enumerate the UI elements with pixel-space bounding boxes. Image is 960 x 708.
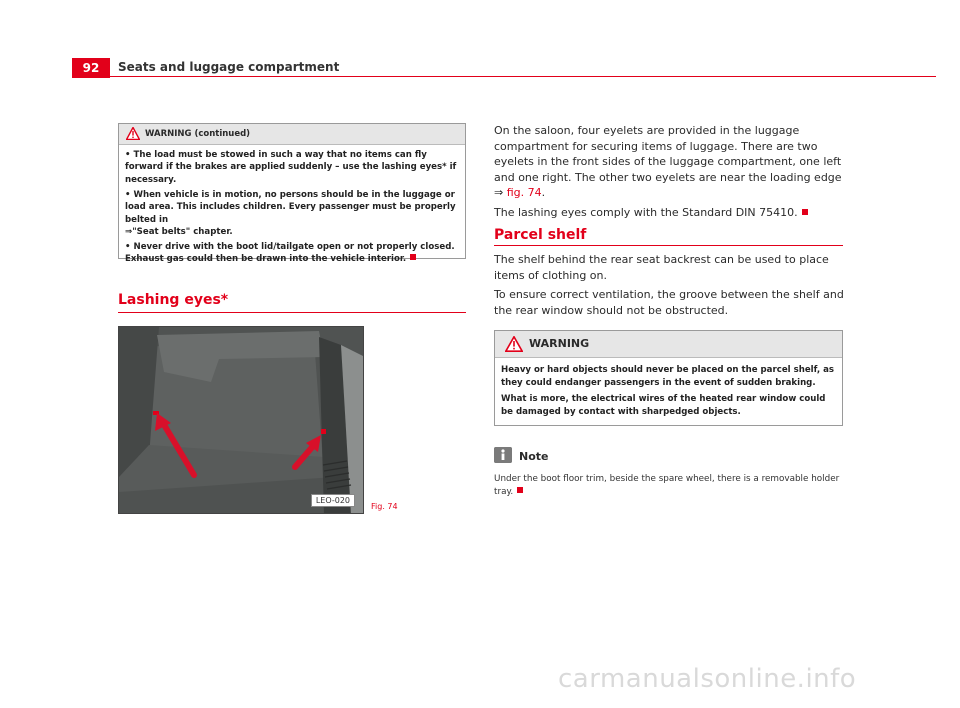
figure-caption: Fig. 74: [371, 502, 398, 511]
page-header-title: Seats and luggage compartment: [118, 60, 340, 74]
note-icon: [494, 447, 512, 463]
warning-continued-title: WARNING (continued): [145, 129, 251, 139]
parcel-shelf-title: Parcel shelf: [494, 227, 587, 243]
note-text: Under the boot floor trim, beside the spare wheel, there is a removable holder tray.: [494, 474, 840, 497]
warning-continued-header: [119, 124, 465, 145]
warning-box: [494, 330, 843, 426]
warning-title: WARNING: [529, 337, 590, 350]
warning-bullet-2: • When vehicle is in motion, no persons should be in the luggage or load area. This includes children. Every passenger must be properly belted in ⇒"Seat belts" chapter.: [125, 189, 456, 237]
parcel-shelf-rule: [494, 245, 843, 246]
warning-bullet-3: • Never drive with the boot lid/tailgate open or not properly closed. Exhaust gas could then be drawn into the vehicle interior.: [125, 241, 455, 265]
header-rule-accent: [72, 76, 110, 78]
figure-code-label: LEO-020: [311, 494, 355, 507]
parcel-paragraph-1: The shelf behind the rear seat backrest can be used to place items of clothing on.: [494, 253, 829, 282]
right-column-intro: [494, 123, 844, 224]
fig-74-link[interactable]: fig. 74: [506, 186, 542, 199]
page-number: 92: [72, 58, 110, 78]
header-rule: [110, 76, 936, 77]
parcel-paragraph-2: To ensure correct ventilation, the groove between the shelf and the rear window should not be obstructed.: [494, 288, 844, 317]
lashing-eyes-title: Lashing eyes*: [118, 292, 229, 308]
luggage-compartment-figure: [118, 326, 364, 514]
warning-header: [495, 331, 842, 358]
seat-belts-link[interactable]: "Seat belts" chapter.: [132, 226, 233, 237]
warning-triangle-icon: [126, 127, 140, 148]
warning-continued-box: [118, 123, 466, 265]
warning-paragraph-2: What is more, the electrical wires of the heated rear window could be damaged by contact with sharpedged objects.: [501, 394, 826, 417]
warning-triangle-icon: [505, 336, 523, 362]
warning-paragraph-1: Heavy or hard objects should never be placed on the parcel shelf, as they could endanger passengers in the event of sudden braking.: [501, 365, 835, 388]
warning-bullet-1: • The load must be stowed in such a way that no items can fly forward if the brakes are applied suddenly – use the lashing eyes* if necessary.: [125, 150, 457, 185]
lashing-paragraph-2: The lashing eyes comply with the Standard DIN 75410.: [494, 205, 844, 221]
luggage-compartment-illustration: [119, 327, 364, 514]
lashing-eyes-rule: [118, 312, 466, 313]
section-end-marker: [517, 487, 523, 493]
lashing-paragraph-1: On the saloon, four eyelets are provided in the luggage compartment for securing items of luggage. There are two eyelets in the front sides of the luggage compartment, one left and one right. The other two eyelets are near the loading edge ⇒ fig. 74.: [494, 124, 842, 199]
section-end-marker: [410, 254, 416, 260]
note-title: Note: [519, 450, 549, 463]
section-end-marker: [802, 209, 808, 215]
watermark: carmanualsonline.info: [558, 664, 857, 694]
lashing-eye-right: [321, 429, 326, 434]
parcel-shelf-text: [494, 252, 844, 322]
